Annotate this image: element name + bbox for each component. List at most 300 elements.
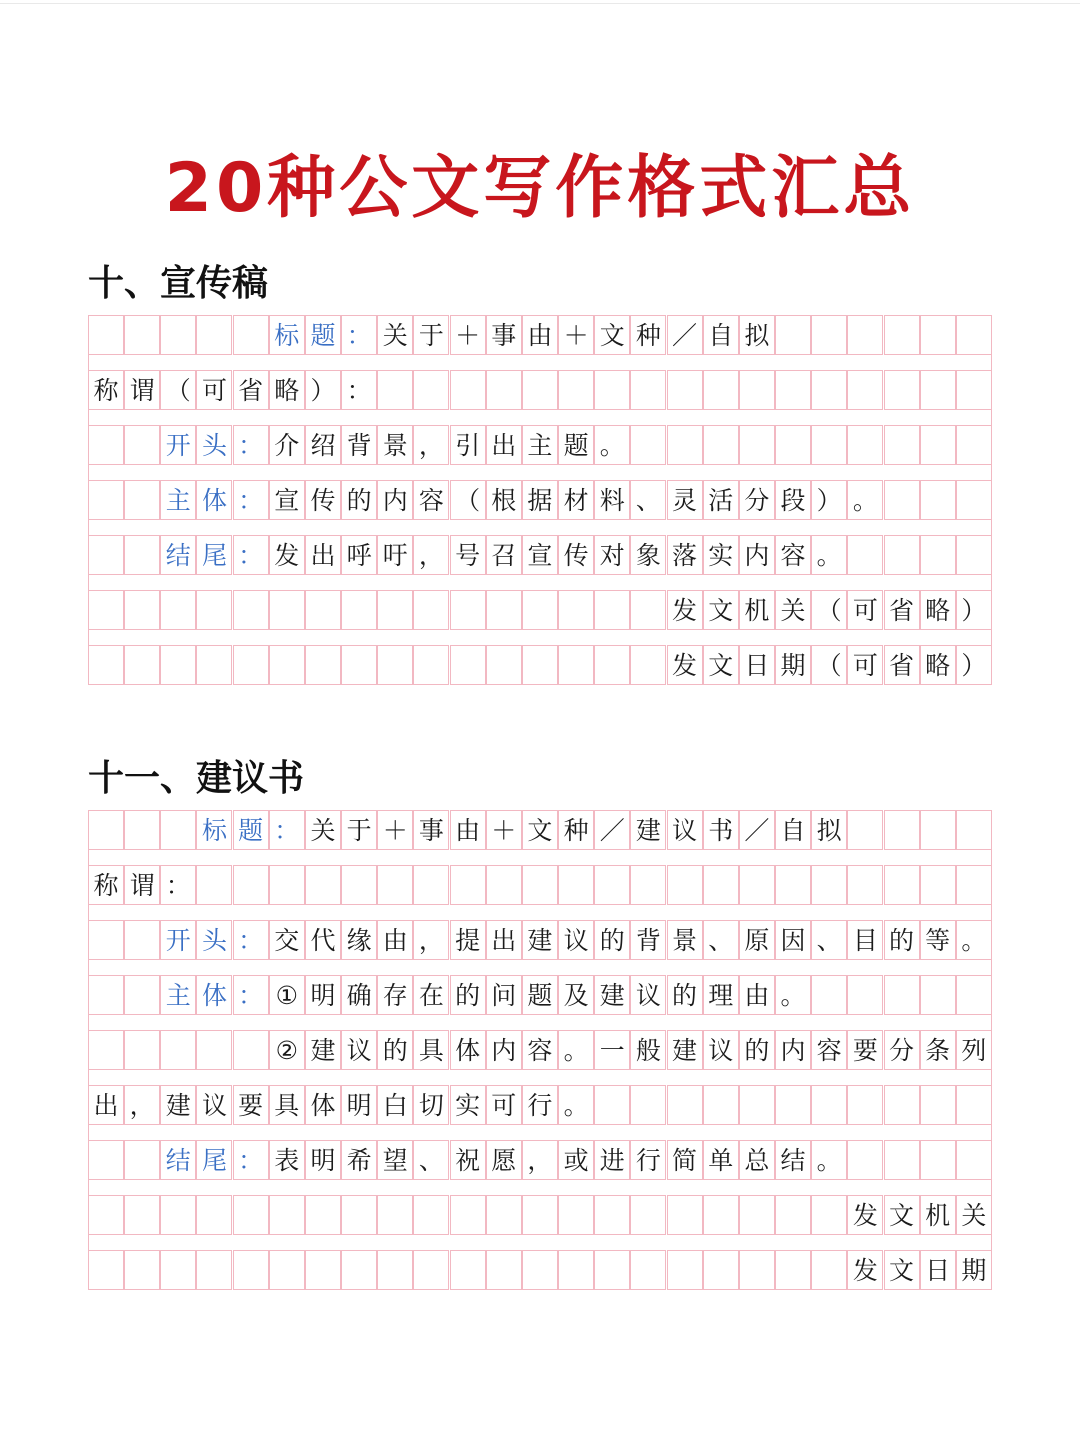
grid-cell: 议 — [196, 1085, 232, 1125]
grid-cell: 的 — [341, 480, 377, 520]
grid-cell: 称 — [88, 370, 124, 410]
grid-cell: 列 — [956, 1030, 992, 1070]
grid-cell — [594, 865, 630, 905]
grid-cell — [847, 975, 883, 1015]
grid-cell: 及 — [558, 975, 594, 1015]
grid-cell — [884, 370, 920, 410]
grid-cell — [703, 1085, 739, 1125]
grid-cell: 书 — [703, 810, 739, 850]
grid-cell: 引 — [450, 425, 486, 465]
grid-cell — [847, 1085, 883, 1125]
grid-cell — [920, 370, 956, 410]
grid-cell — [594, 1085, 630, 1125]
grid-cell — [847, 315, 883, 355]
grid-cell — [305, 645, 341, 685]
grid-cell: 般 — [630, 1030, 666, 1070]
grid-cell — [739, 1195, 775, 1235]
grid-cell: 建 — [594, 975, 630, 1015]
grid-cell: ： — [233, 920, 269, 960]
grid-cell: 要 — [847, 1030, 883, 1070]
grid-cell — [124, 810, 160, 850]
top-divider — [0, 3, 1080, 4]
grid-cell — [920, 865, 956, 905]
grid-cell: 体 — [196, 975, 232, 1015]
grid-cell — [956, 975, 992, 1015]
grid-cell: 目 — [847, 920, 883, 960]
grid-cell: 容 — [413, 480, 449, 520]
grid-cell — [558, 865, 594, 905]
grid-cell: 表 — [269, 1140, 305, 1180]
grid-cell: 题 — [233, 810, 269, 850]
grid-cell: 召 — [486, 535, 522, 575]
grid-cell — [413, 370, 449, 410]
grid-cell: 日 — [920, 1250, 956, 1290]
grid-cell — [775, 1250, 811, 1290]
grid-row — [88, 920, 992, 975]
grid-row — [88, 1085, 992, 1140]
grid-cell: 绍 — [305, 425, 341, 465]
grid-cell: 缘 — [341, 920, 377, 960]
grid-cell: 望 — [377, 1140, 413, 1180]
grid-cell — [920, 535, 956, 575]
grid-cell — [956, 1085, 992, 1125]
grid-cell: （ — [811, 590, 847, 630]
grid-cell: 、 — [811, 920, 847, 960]
grid-cell: 因 — [775, 920, 811, 960]
grid-cell — [884, 975, 920, 1015]
grid-cell: 谓 — [124, 865, 160, 905]
grid-cell: 段 — [775, 480, 811, 520]
grid-cell — [884, 425, 920, 465]
grid-cell — [956, 865, 992, 905]
row-gap — [88, 355, 992, 370]
grid-cell: 机 — [739, 590, 775, 630]
grid-cell — [486, 590, 522, 630]
grid-cell — [739, 370, 775, 410]
grid-cell — [884, 535, 920, 575]
grid-cell: 代 — [305, 920, 341, 960]
grid-cell: 标 — [196, 810, 232, 850]
grid-cell — [594, 645, 630, 685]
grid-cell — [811, 315, 847, 355]
grid-cell: ／ — [739, 810, 775, 850]
grid-cell: 发 — [847, 1250, 883, 1290]
grid-cell — [522, 590, 558, 630]
grid-cell — [920, 425, 956, 465]
grid-cell — [667, 1085, 703, 1125]
grid-cell: 景 — [667, 920, 703, 960]
grid-cell — [305, 590, 341, 630]
grid-cell — [196, 865, 232, 905]
grid-cell: ） — [956, 645, 992, 685]
grid-cell — [413, 1250, 449, 1290]
grid-cell: ： — [233, 425, 269, 465]
grid-cell: ： — [233, 975, 269, 1015]
grid-cell — [377, 645, 413, 685]
grid-cell: 关 — [377, 315, 413, 355]
grid-cell: 略 — [920, 645, 956, 685]
grid-cell: 吁 — [377, 535, 413, 575]
grid-cell: 实 — [703, 535, 739, 575]
grid-cell: 的 — [884, 920, 920, 960]
grid-cell — [196, 645, 232, 685]
grid-cell: 文 — [884, 1250, 920, 1290]
grid-cell: 关 — [305, 810, 341, 850]
grid-cell: 的 — [377, 1030, 413, 1070]
page-title: 20种公文写作格式汇总 — [164, 148, 916, 228]
grid-cell: 建 — [305, 1030, 341, 1070]
grid-cell — [630, 1195, 666, 1235]
grid-cell — [124, 1250, 160, 1290]
writing-grid-1 — [88, 315, 992, 700]
grid-cell — [88, 315, 124, 355]
grid-cell — [594, 590, 630, 630]
grid-cell — [630, 645, 666, 685]
grid-cell — [522, 1195, 558, 1235]
grid-cell: 结 — [160, 1140, 196, 1180]
grid-cell: 体 — [305, 1085, 341, 1125]
grid-cell — [667, 1195, 703, 1235]
grid-cell — [341, 865, 377, 905]
grid-cell — [884, 315, 920, 355]
row-gap — [88, 575, 992, 590]
grid-cell: 头 — [196, 425, 232, 465]
grid-cell — [594, 1195, 630, 1235]
grid-cell: 由 — [522, 315, 558, 355]
grid-cell — [88, 535, 124, 575]
grid-cell — [522, 370, 558, 410]
grid-cell — [88, 645, 124, 685]
grid-cell — [305, 1250, 341, 1290]
grid-cell: 出 — [305, 535, 341, 575]
grid-cell — [486, 1250, 522, 1290]
grid-cell — [847, 1140, 883, 1180]
grid-cell: ） — [956, 590, 992, 630]
grid-cell: 呼 — [341, 535, 377, 575]
grid-cell: 主 — [522, 425, 558, 465]
grid-cell — [196, 1250, 232, 1290]
row-gap — [88, 1290, 992, 1305]
grid-cell: 在 — [413, 975, 449, 1015]
grid-cell — [847, 535, 883, 575]
grid-cell — [124, 535, 160, 575]
grid-cell: 体 — [450, 1030, 486, 1070]
grid-cell — [124, 315, 160, 355]
grid-cell: 介 — [269, 425, 305, 465]
grid-cell — [377, 1195, 413, 1235]
grid-row — [88, 315, 992, 370]
grid-cell — [558, 370, 594, 410]
grid-cell: ① — [269, 975, 305, 1015]
grid-cell: 容 — [811, 1030, 847, 1070]
grid-cell — [88, 1250, 124, 1290]
grid-cell — [558, 1250, 594, 1290]
grid-cell — [160, 1250, 196, 1290]
grid-cell: 开 — [160, 920, 196, 960]
grid-cell: 发 — [667, 590, 703, 630]
grid-cell — [377, 590, 413, 630]
grid-cell: 主 — [160, 480, 196, 520]
grid-cell — [775, 370, 811, 410]
grid-cell — [884, 810, 920, 850]
grid-cell: 于 — [413, 315, 449, 355]
grid-cell — [486, 865, 522, 905]
grid-cell: 略 — [920, 590, 956, 630]
grid-cell — [413, 590, 449, 630]
grid-cell: ： — [269, 810, 305, 850]
grid-cell: ： — [160, 865, 196, 905]
grid-cell — [956, 535, 992, 575]
grid-cell: 谓 — [124, 370, 160, 410]
row-gap — [88, 960, 992, 975]
grid-cell: 机 — [920, 1195, 956, 1235]
row-gap — [88, 1125, 992, 1140]
grid-cell: 开 — [160, 425, 196, 465]
grid-cell: 据 — [522, 480, 558, 520]
grid-cell: 由 — [739, 975, 775, 1015]
grid-cell — [233, 590, 269, 630]
grid-cell: 建 — [160, 1085, 196, 1125]
grid-cell: ： — [233, 535, 269, 575]
section-heading-1: 十、宣传稿 — [88, 263, 269, 304]
grid-cell: 主 — [160, 975, 196, 1015]
grid-cell: 。 — [558, 1085, 594, 1125]
grid-cell: ／ — [667, 315, 703, 355]
grid-cell: 或 — [558, 1140, 594, 1180]
grid-cell — [450, 1250, 486, 1290]
grid-cell: 。 — [956, 920, 992, 960]
grid-cell — [667, 1250, 703, 1290]
grid-cell — [811, 865, 847, 905]
grid-cell: 尾 — [196, 535, 232, 575]
grid-cell — [847, 425, 883, 465]
grid-cell — [450, 645, 486, 685]
grid-cell: 内 — [739, 535, 775, 575]
grid-cell: 背 — [630, 920, 666, 960]
grid-cell: 对 — [594, 535, 630, 575]
grid-cell: 议 — [667, 810, 703, 850]
grid-cell — [956, 1140, 992, 1180]
grid-cell: 确 — [341, 975, 377, 1015]
grid-cell — [847, 865, 883, 905]
grid-cell: 提 — [450, 920, 486, 960]
grid-cell: 传 — [558, 535, 594, 575]
row-gap — [88, 850, 992, 865]
grid-cell: ： — [233, 480, 269, 520]
grid-cell: 。 — [811, 535, 847, 575]
grid-cell — [124, 1140, 160, 1180]
grid-row — [88, 425, 992, 480]
grid-cell — [160, 1030, 196, 1070]
grid-cell — [884, 480, 920, 520]
grid-row — [88, 590, 992, 645]
grid-cell: 题 — [558, 425, 594, 465]
grid-cell — [377, 1250, 413, 1290]
grid-cell — [594, 370, 630, 410]
grid-cell: ， — [522, 1140, 558, 1180]
grid-cell: 。 — [775, 975, 811, 1015]
grid-cell: 分 — [884, 1030, 920, 1070]
grid-cell: 条 — [920, 1030, 956, 1070]
grid-cell: （ — [160, 370, 196, 410]
grid-cell — [956, 370, 992, 410]
grid-cell: 日 — [739, 645, 775, 685]
grid-cell — [956, 810, 992, 850]
grid-cell: 白 — [377, 1085, 413, 1125]
grid-cell: ， — [413, 425, 449, 465]
grid-cell: ： — [341, 315, 377, 355]
grid-cell — [124, 1195, 160, 1235]
grid-cell — [775, 425, 811, 465]
grid-cell — [88, 425, 124, 465]
grid-cell: 切 — [413, 1085, 449, 1125]
grid-cell — [811, 1250, 847, 1290]
grid-row — [88, 975, 992, 1030]
grid-cell: 文 — [594, 315, 630, 355]
grid-cell — [269, 590, 305, 630]
grid-cell: 发 — [847, 1195, 883, 1235]
grid-cell: 事 — [413, 810, 449, 850]
row-gap — [88, 465, 992, 480]
grid-row — [88, 1030, 992, 1085]
grid-cell — [558, 1195, 594, 1235]
grid-row — [88, 645, 992, 700]
grid-cell: 。 — [847, 480, 883, 520]
grid-cell: 议 — [703, 1030, 739, 1070]
grid-cell — [196, 315, 232, 355]
grid-cell: ： — [233, 1140, 269, 1180]
row-gap — [88, 1070, 992, 1085]
grid-row — [88, 1140, 992, 1195]
grid-cell: ， — [413, 535, 449, 575]
grid-cell: 实 — [450, 1085, 486, 1125]
grid-cell: 出 — [486, 425, 522, 465]
grid-cell — [522, 1250, 558, 1290]
grid-cell: 省 — [884, 645, 920, 685]
grid-row — [88, 1195, 992, 1250]
grid-cell: 活 — [703, 480, 739, 520]
grid-cell: 内 — [377, 480, 413, 520]
grid-cell: 容 — [522, 1030, 558, 1070]
grid-cell — [88, 590, 124, 630]
grid-cell — [124, 425, 160, 465]
grid-cell: 传 — [305, 480, 341, 520]
grid-cell — [630, 590, 666, 630]
grid-row — [88, 865, 992, 920]
grid-cell: 、 — [630, 480, 666, 520]
grid-cell: 自 — [703, 315, 739, 355]
grid-cell — [341, 645, 377, 685]
grid-cell — [124, 590, 160, 630]
grid-cell — [522, 645, 558, 685]
grid-cell: 文 — [703, 590, 739, 630]
grid-cell: 关 — [956, 1195, 992, 1235]
grid-cell — [920, 480, 956, 520]
grid-cell — [450, 370, 486, 410]
grid-cell — [667, 425, 703, 465]
grid-cell — [884, 1085, 920, 1125]
grid-cell: ＋ — [377, 810, 413, 850]
grid-cell: 交 — [269, 920, 305, 960]
grid-cell: 标 — [269, 315, 305, 355]
grid-cell — [630, 1250, 666, 1290]
grid-cell — [811, 975, 847, 1015]
grid-cell: ＋ — [450, 315, 486, 355]
grid-cell — [233, 315, 269, 355]
grid-cell: 由 — [450, 810, 486, 850]
grid-cell — [703, 1250, 739, 1290]
grid-cell: 、 — [413, 1140, 449, 1180]
grid-cell: 种 — [630, 315, 666, 355]
grid-cell — [160, 810, 196, 850]
grid-cell: 明 — [341, 1085, 377, 1125]
grid-cell — [124, 920, 160, 960]
grid-cell: （ — [450, 480, 486, 520]
grid-cell — [847, 370, 883, 410]
grid-cell: 可 — [847, 645, 883, 685]
grid-cell — [811, 370, 847, 410]
grid-cell — [413, 865, 449, 905]
grid-cell: ， — [124, 1085, 160, 1125]
grid-cell — [269, 1250, 305, 1290]
grid-cell: 出 — [486, 920, 522, 960]
grid-cell: ） — [811, 480, 847, 520]
grid-cell — [884, 1140, 920, 1180]
grid-cell: 象 — [630, 535, 666, 575]
grid-cell — [269, 645, 305, 685]
grid-cell: 发 — [667, 645, 703, 685]
grid-cell — [88, 810, 124, 850]
row-gap — [88, 1180, 992, 1195]
grid-cell: 拟 — [811, 810, 847, 850]
grid-cell: 文 — [522, 810, 558, 850]
grid-cell: 的 — [739, 1030, 775, 1070]
grid-cell — [847, 810, 883, 850]
grid-cell — [811, 1195, 847, 1235]
grid-cell — [305, 1195, 341, 1235]
grid-cell: 议 — [630, 975, 666, 1015]
grid-cell — [305, 865, 341, 905]
grid-cell — [703, 1195, 739, 1235]
grid-cell — [196, 1030, 232, 1070]
grid-cell: ＋ — [486, 810, 522, 850]
section-heading-2: 十一、建议书 — [88, 758, 305, 799]
grid-cell — [88, 1140, 124, 1180]
grid-cell — [630, 1085, 666, 1125]
grid-cell: ＋ — [558, 315, 594, 355]
grid-cell: 号 — [450, 535, 486, 575]
grid-cell — [558, 645, 594, 685]
grid-cell — [233, 1195, 269, 1235]
grid-cell — [739, 865, 775, 905]
grid-cell — [88, 480, 124, 520]
grid-cell: 内 — [775, 1030, 811, 1070]
grid-cell — [920, 1085, 956, 1125]
grid-cell: ， — [413, 920, 449, 960]
grid-cell — [956, 425, 992, 465]
grid-cell: 材 — [558, 480, 594, 520]
grid-cell: 的 — [667, 975, 703, 1015]
grid-cell: 宣 — [269, 480, 305, 520]
grid-cell: 议 — [558, 920, 594, 960]
grid-cell — [341, 1195, 377, 1235]
grid-cell: 省 — [884, 590, 920, 630]
grid-cell: 建 — [522, 920, 558, 960]
grid-cell — [233, 645, 269, 685]
grid-cell — [775, 1085, 811, 1125]
grid-cell — [920, 315, 956, 355]
grid-cell: 根 — [486, 480, 522, 520]
